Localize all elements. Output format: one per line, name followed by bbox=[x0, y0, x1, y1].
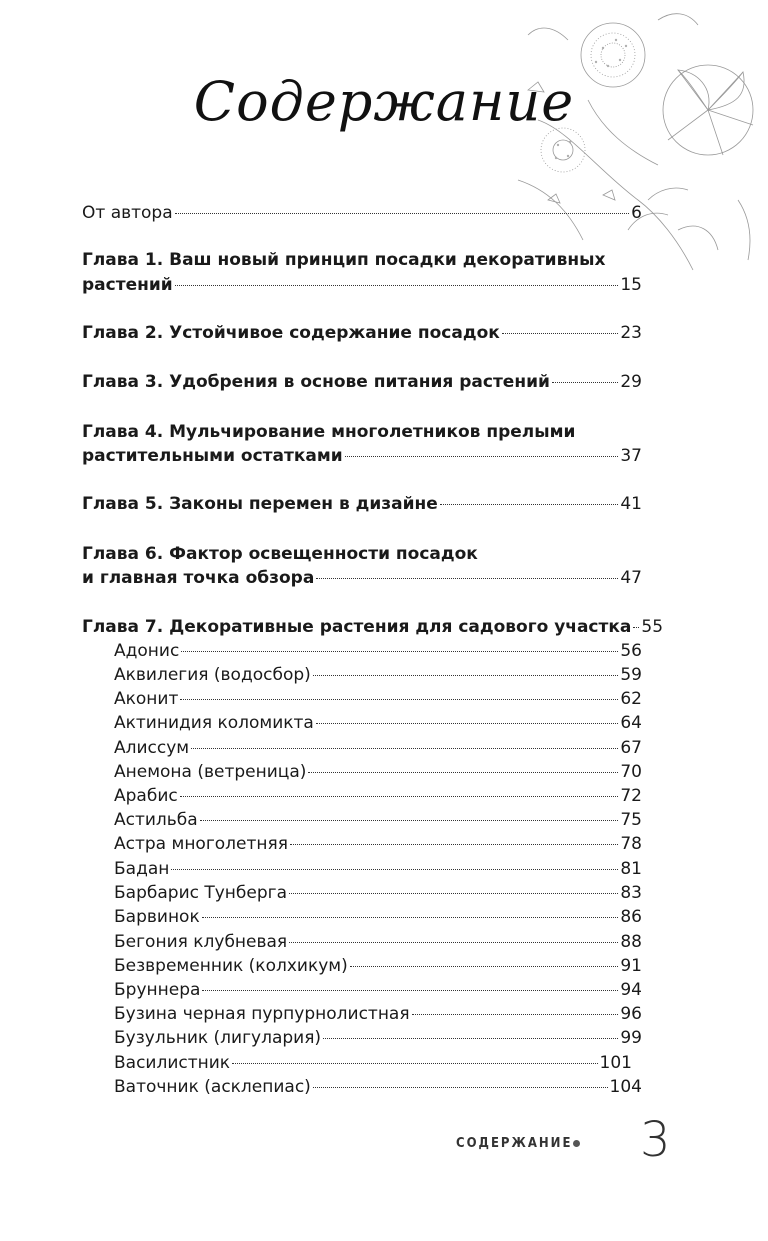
toc-entry-label: Василистник bbox=[114, 1053, 231, 1073]
toc-entry-page: 91 bbox=[620, 956, 642, 976]
toc-plant-entry[interactable] bbox=[114, 1027, 642, 1049]
running-footer: СОДЕРЖАНИЕ bbox=[456, 1136, 573, 1151]
toc-plant-entry[interactable] bbox=[114, 833, 642, 855]
leader-dots bbox=[180, 796, 619, 797]
toc-entry-page: 81 bbox=[620, 859, 642, 879]
toc-plant-entry[interactable] bbox=[114, 785, 642, 807]
leader-dots bbox=[345, 456, 619, 457]
toc-entry-page: 55 bbox=[641, 617, 664, 637]
toc-entry-page: 78 bbox=[620, 834, 642, 854]
leader-dots bbox=[191, 748, 618, 749]
toc-entry-page: 29 bbox=[620, 372, 642, 392]
toc-entry-label: Бадан bbox=[114, 859, 170, 879]
toc-entry-label: Ваточник (асклепиас) bbox=[114, 1077, 311, 1097]
leader-dots bbox=[180, 699, 618, 700]
leader-dots bbox=[171, 869, 618, 870]
page-number: 3 bbox=[640, 1112, 671, 1168]
page-title: Содержание bbox=[193, 70, 575, 133]
toc-entry-page: 72 bbox=[620, 786, 642, 806]
toc-plant-entry[interactable] bbox=[114, 858, 642, 880]
toc-entry-label: Бузульник (лигулария) bbox=[114, 1028, 322, 1048]
toc-chapter-4[interactable] bbox=[82, 445, 642, 467]
toc-plant-entry[interactable] bbox=[114, 688, 642, 710]
toc-entry-page: 47 bbox=[620, 568, 642, 588]
leader-dots bbox=[175, 213, 630, 214]
toc-entry-label: Астра многолетняя bbox=[114, 834, 288, 854]
toc-chapter-3[interactable] bbox=[82, 371, 642, 393]
toc-entry-label: растений bbox=[82, 275, 173, 295]
toc-entry-label: Арабис bbox=[114, 786, 178, 806]
toc-entry-label: Алиссум bbox=[114, 738, 190, 758]
leader-dots bbox=[290, 844, 618, 845]
toc-chapter-4-line1[interactable]: Глава 4. Мульчирование многолетников прелыми bbox=[82, 422, 576, 442]
toc-entry-label: растительными остатками bbox=[82, 446, 343, 466]
toc-entry-label: Безвременник (колхикум) bbox=[114, 956, 348, 976]
toc-chapter-6-line1[interactable]: Глава 6. Фактор освещенности посадок bbox=[82, 544, 478, 564]
toc-entry-label: Астильба bbox=[114, 810, 198, 830]
toc-plant-entry[interactable] bbox=[114, 664, 642, 686]
toc-entry-label: и главная точка обзора bbox=[82, 568, 315, 588]
leader-dots bbox=[232, 1063, 597, 1064]
toc-plant-entry[interactable] bbox=[114, 979, 642, 1001]
toc-entry-label: Бруннера bbox=[114, 980, 201, 1000]
toc-plant-entry[interactable] bbox=[114, 737, 642, 759]
toc-chapter-1-line1[interactable]: Глава 1. Ваш новый принцип посадки декоративных bbox=[82, 250, 606, 270]
leader-dots bbox=[202, 917, 619, 918]
leader-dots bbox=[323, 1038, 618, 1039]
toc-entry-page: 62 bbox=[620, 689, 642, 709]
toc-entry-label: Глава 2. Устойчивое содержание посадок bbox=[82, 323, 500, 343]
toc-entry-page: 88 bbox=[620, 932, 642, 952]
toc-entry-page: 96 bbox=[620, 1004, 642, 1024]
leader-dots bbox=[289, 893, 618, 894]
toc-plant-entry[interactable] bbox=[114, 931, 642, 953]
leader-dots bbox=[289, 942, 618, 943]
leader-dots bbox=[175, 285, 619, 286]
toc-entry-page: 99 bbox=[620, 1028, 642, 1048]
toc-chapter-7[interactable] bbox=[82, 616, 664, 638]
toc-entry-label: Бузина черная пурпурнолистная bbox=[114, 1004, 410, 1024]
toc-entry-page: 67 bbox=[620, 738, 642, 758]
toc-entry-page: 56 bbox=[620, 641, 642, 661]
toc-plant-entry[interactable] bbox=[114, 1076, 642, 1098]
toc-entry-page: 75 bbox=[620, 810, 642, 830]
toc-chapter-2[interactable] bbox=[82, 322, 642, 344]
toc-entry-from-author[interactable] bbox=[82, 202, 642, 224]
toc-plant-entry[interactable] bbox=[114, 882, 642, 904]
toc-entry-label: Актинидия коломикта bbox=[114, 713, 314, 733]
leader-dots bbox=[316, 578, 618, 579]
toc-entry-page: 41 bbox=[620, 494, 642, 514]
leader-dots bbox=[350, 966, 619, 967]
toc-plant-entry[interactable] bbox=[114, 906, 642, 928]
toc-plant-entry[interactable] bbox=[114, 640, 642, 662]
toc-plant-entry[interactable] bbox=[114, 955, 642, 977]
toc-entry-label: Анемона (ветреница) bbox=[114, 762, 307, 782]
toc-entry-page: 86 bbox=[620, 907, 642, 927]
leader-dots bbox=[412, 1014, 619, 1015]
toc-entry-label: Аквилегия (водосбор) bbox=[114, 665, 311, 685]
toc-entry-page: 37 bbox=[620, 446, 642, 466]
toc-entry-label: Аконит bbox=[114, 689, 179, 709]
toc-entry-label: Барвинок bbox=[114, 907, 200, 927]
toc-chapter-5[interactable] bbox=[82, 493, 642, 515]
toc-entry-label: Глава 7. Декоративные растения для садового участка bbox=[82, 617, 632, 637]
leader-dots bbox=[552, 382, 618, 383]
toc-entry-page: 101 bbox=[599, 1053, 632, 1073]
toc-entry-label: Глава 5. Законы перемен в дизайне bbox=[82, 494, 438, 514]
toc-entry-label: Глава 3. Удобрения в основе питания растений bbox=[82, 372, 550, 392]
toc-entry-page: 64 bbox=[620, 713, 642, 733]
toc-entry-label: Барбарис Тунберга bbox=[114, 883, 288, 903]
leader-dots bbox=[440, 504, 619, 505]
toc-entry-label: Бегония клубневая bbox=[114, 932, 288, 952]
toc-plant-entry[interactable] bbox=[114, 1052, 632, 1074]
toc-entry-label: Адонис bbox=[114, 641, 180, 661]
leader-dots bbox=[313, 1087, 608, 1088]
toc-plant-entry[interactable] bbox=[114, 761, 642, 783]
toc-plant-entry[interactable] bbox=[114, 712, 642, 734]
toc-entry-page: 59 bbox=[620, 665, 642, 685]
toc-chapter-1[interactable] bbox=[82, 274, 642, 296]
toc-entry-page: 70 bbox=[620, 762, 642, 782]
toc-entry-page: 94 bbox=[620, 980, 642, 1000]
toc-entry-page: 83 bbox=[620, 883, 642, 903]
leader-dots bbox=[316, 723, 619, 724]
toc-entry-page: 104 bbox=[609, 1077, 642, 1097]
toc-entry-page: 6 bbox=[631, 203, 642, 223]
footer-bullet bbox=[573, 1140, 580, 1147]
leader-dots bbox=[502, 333, 619, 334]
toc-entry-page: 15 bbox=[620, 275, 642, 295]
floral-illustration bbox=[508, 0, 768, 290]
toc-entry-page: 23 bbox=[620, 323, 642, 343]
leader-dots bbox=[200, 820, 619, 821]
toc-plant-entry[interactable] bbox=[114, 809, 642, 831]
toc-plant-entry[interactable] bbox=[114, 1003, 642, 1025]
leader-dots bbox=[313, 675, 619, 676]
toc-chapter-6[interactable] bbox=[82, 567, 642, 589]
leader-dots bbox=[181, 651, 618, 652]
leader-dots bbox=[202, 990, 618, 991]
leader-dots bbox=[633, 627, 639, 628]
toc-entry-label: От автора bbox=[82, 203, 173, 223]
leader-dots bbox=[308, 772, 618, 773]
